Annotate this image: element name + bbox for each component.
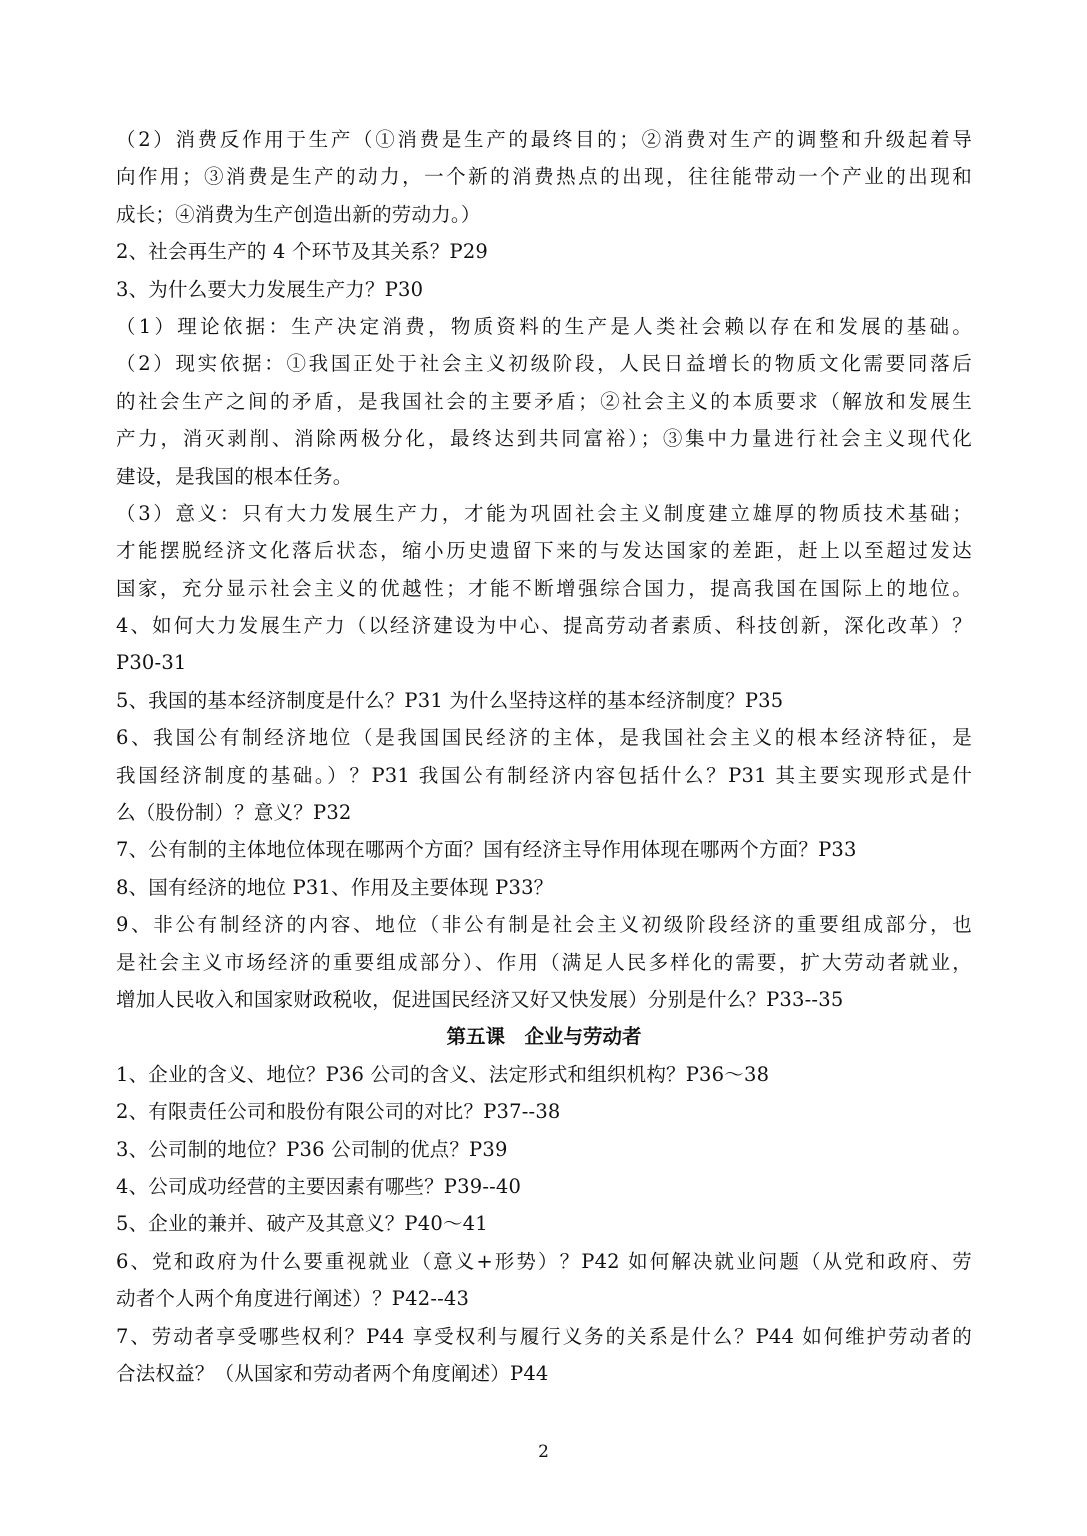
section-heading: 第五课 企业与劳动者 [446,1025,642,1049]
text-line: 向作用；③消费是生产的动力，一个新的消费热点的出现，往往能带动一个产业的出现和 [116,165,972,189]
text-line: 2、社会再生产的 4 个环节及其关系？P29 [116,240,489,264]
text-line: 8、国有经济的地位 P31、作用及主要体现 P33？ [116,875,554,899]
page-number: 2 [538,1442,549,1462]
text-line: 7、劳动者享受哪些权利？P44 享受权利与履行义务的关系是什么？P44 如何维护劳动者的 [116,1324,972,1348]
text-line: 4、如何大力发展生产力（以经济建设为中心、提高劳动者素质、科技创新，深化改革）？ [116,614,972,638]
text-line: 4、公司成功经营的主要因素有哪些？P39--40 [116,1174,522,1198]
text-line: 国家，充分显示社会主义的优越性；才能不断增强综合国力，提高我国在国际上的地位。 [116,576,972,600]
text-line: 建设，是我国的根本任务。 [116,464,353,488]
text-line: 才能摆脱经济文化落后状态，缩小历史遗留下来的与发达国家的差距，赶上以至超过发达 [116,539,972,563]
text-line: （2）现实依据：①我国正处于社会主义初级阶段，人民日益增长的物质文化需要同落后 [116,352,972,376]
text-line: 6、我国公有制经济地位（是我国国民经济的主体，是我国社会主义的根本经济特征，是 [116,726,972,750]
text-line: 动者个人两个角度进行阐述）？P42--43 [116,1287,470,1311]
text-line: 的社会生产之间的矛盾，是我国社会的主要矛盾；②社会主义的本质要求（解放和发展生 [116,389,972,413]
text-line: 我国经济制度的基础。）？P31 我国公有制经济内容包括什么？P31 其主要实现形式是什 [116,763,972,787]
text-line: 产力，消灭剥削、消除两极分化，最终达到共同富裕）；③集中力量进行社会主义现代化 [116,427,972,451]
text-line: P30-31 [116,651,187,675]
text-line: 5、我国的基本经济制度是什么？P31 为什么坚持这样的基本经济制度？P35 [116,688,784,712]
text-line: 2、有限责任公司和股份有限公司的对比？P37--38 [116,1100,561,1124]
document-body [116,121,972,1392]
text-line: （3）意义：只有大力发展生产力，才能为巩固社会主义制度建立雄厚的物质技术基础； [116,501,972,525]
text-line: 3、为什么要大力发展生产力？P30 [116,277,424,301]
text-line: 1、企业的含义、地位？P36 公司的含义、法定形式和组织机构？P36～38 [116,1062,770,1086]
text-line: 是社会主义市场经济的重要组成部分）、作用（满足人民多样化的需要，扩大劳动者就业， [116,950,972,974]
text-line: 增加人民收入和国家财政税收，促进国民经济又好又快发展）分别是什么？P33--35 [116,987,844,1011]
text-line: 成长；④消费为生产创造出新的劳动力。） [116,202,481,226]
text-line: 6、党和政府为什么要重视就业（意义+形势）？P42 如何解决就业问题（从党和政府、劳 [116,1249,972,1273]
text-line: 5、企业的兼并、破产及其意义？P40～41 [116,1212,488,1236]
text-line: 么（股份制）？意义？P32 [116,801,352,825]
text-line: （1）理论依据：生产决定消费，物质资料的生产是人类社会赖以存在和发展的基础。 [116,314,972,338]
text-line: 9、非公有制经济的内容、地位（非公有制是社会主义初级阶段经济的重要组成部分，也 [116,913,972,937]
text-line: 3、公司制的地位？P36 公司制的优点？P39 [116,1137,508,1161]
text-line: 合法权益？（从国家和劳动者两个角度阐述）P44 [116,1361,549,1385]
text-line: （2）消费反作用于生产（①消费是生产的最终目的；②消费对生产的调整和升级起着导 [116,128,972,151]
text-line: 7、公有制的主体地位体现在哪两个方面？国有经济主导作用体现在哪两个方面？P33 [116,838,857,862]
